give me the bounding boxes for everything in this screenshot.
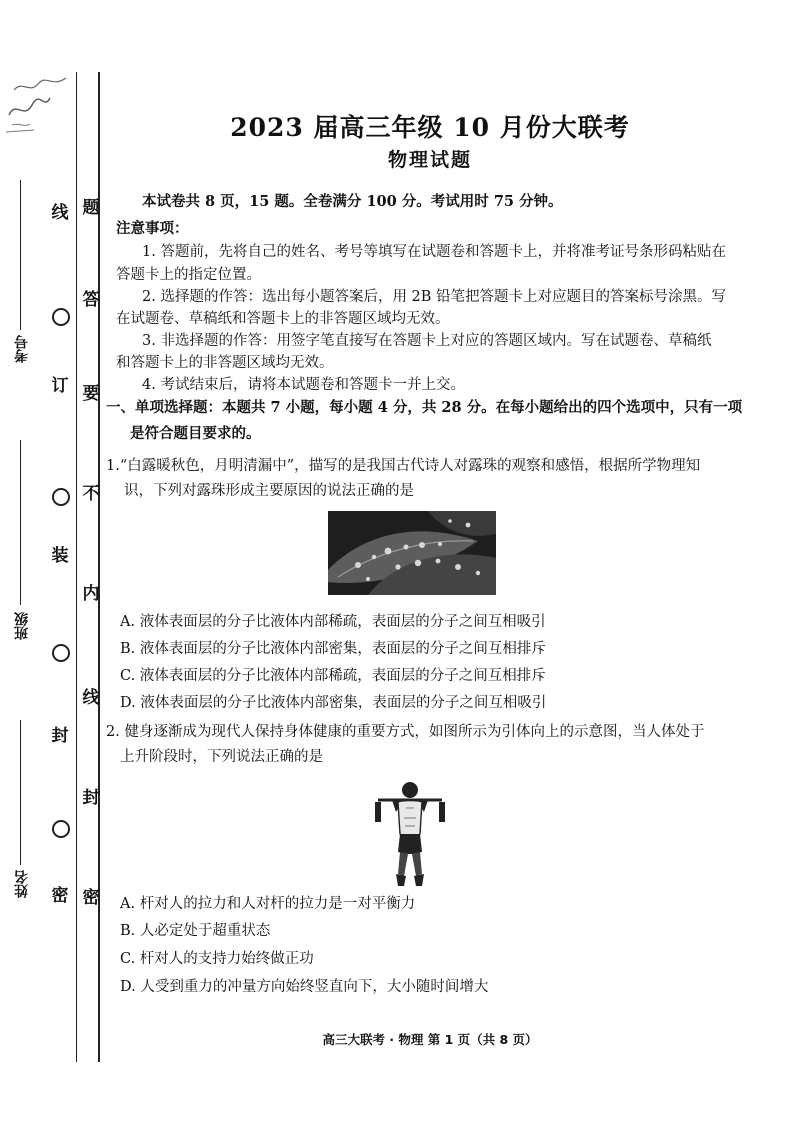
dew-drops-image [328,511,496,595]
field-label-banji: 班级 [14,612,30,640]
binding-char: 封 [51,726,69,746]
q2-option-d: D. 人受到重力的冲量方向始终竖直向下，大小随时间增大 [120,979,489,995]
handwritten-scribble [4,70,74,140]
binding-line-inner [76,72,77,1062]
binding-char: 封 [82,788,100,808]
q1-option-a: A. 液体表面层的分子比液体内部稀疏，表面层的分子之间互相吸引 [120,614,546,630]
section-1-heading-cont: 是符合题目要求的。 [130,425,261,442]
binding-circle [52,308,70,326]
notice-4: 4. 考试结束后，请将本试题卷和答题卡一并上交。 [142,377,465,393]
exam-summary: 本试卷共 8 页，15 题。全卷满分 100 分。考试用时 75 分钟。 [142,193,563,210]
binding-char: 密 [51,886,69,906]
q2-stem-line-1: 2. 健身逐渐成为现代人保持身体健康的重要方式，如图所示为引体向上的示意图，当人体处于 [106,724,705,740]
binding-circle [52,820,70,838]
q1-option-b: B. 液体表面层的分子比液体内部密集，表面层的分子之间互相排斥 [120,641,546,657]
binding-char: 密 [82,888,100,908]
notice-2-line-2: 在试题卷、草稿纸和答题卡上的非答题区域均无效。 [116,311,450,327]
page-subtitle: 物理试题 [387,149,472,171]
binding-circle [52,644,70,662]
binding-char: 装 [51,546,69,566]
q2-option-c: C. 杆对人的支持力始终做正功 [120,951,314,967]
q2-option-b: B. 人必定处于超重状态 [120,923,271,939]
field-line-banji[interactable] [20,440,21,605]
notice-1-line-2: 答题卡上的指定位置。 [116,267,261,283]
notice-2-line-1: 2. 选择题的作答：选出每小题答案后，用 2B 铅笔把答题卡上对应题目的答案标号涂黑。写 [142,289,727,305]
binding-char: 订 [51,376,69,396]
notice-title: 注意事项： [116,220,189,237]
notice-3-line-2: 和答题卡上的非答题区域均无效。 [116,355,334,371]
binding-char: 不 [82,484,100,504]
q1-stem-line-1: 1.“白露暖秋色，月明清漏中”，描写的是我国古代诗人对露珠的观察和感悟，根据所学物理知 [106,458,701,474]
binding-char: 内 [82,584,100,604]
q1-stem-line-2: 识，下列对露珠形成主要原因的说法正确的是 [124,483,414,499]
section-1-heading: 一、单项选择题：本题共 7 小题，每小题 4 分，共 28 分。在每小题给出的四个选项中，只有一项 [106,399,743,416]
page-title: 2023 届高三年级 10 月份大联考 [230,113,630,142]
q2-option-a: A. 杆对人的拉力和人对杆的拉力是一对平衡力 [120,896,416,912]
notice-1-line-1: 1. 答题前，先将自己的姓名、考号等填写在试题卷和答题卡上，并将准考证号条形码粘贴在 [142,244,726,260]
dew-drops-photo [328,511,496,595]
binding-char: 线 [51,203,69,223]
page-footer: 高三大联考 · 物理 第 1 页（共 8 页） [322,1032,538,1047]
q2-stem-line-2: 上升阶段时，下列说法正确的是 [120,749,323,765]
notice-3-line-1: 3. 非选择题的作答：用签字笔直接写在答题卡上对应的答题区域内。写在试题卷、草稿纸 [142,333,712,349]
field-label-xingming: 姓名 [14,870,30,898]
binding-char: 要 [82,384,100,404]
field-line-kaohao[interactable] [20,180,21,330]
q1-option-d: D. 液体表面层的分子比液体内部密集，表面层的分子之间互相吸引 [120,695,547,711]
binding-line-outer [98,72,100,1062]
binding-char: 答 [82,290,100,310]
binding-char: 题 [82,198,100,218]
pull-up-figure [372,778,448,890]
field-label-kaohao: 考号 [14,335,30,363]
binding-circle [52,488,70,506]
q1-option-c: C. 液体表面层的分子比液体内部稀疏，表面层的分子之间互相排斥 [120,668,546,684]
field-line-xingming[interactable] [20,720,21,865]
binding-char: 线 [82,688,100,708]
